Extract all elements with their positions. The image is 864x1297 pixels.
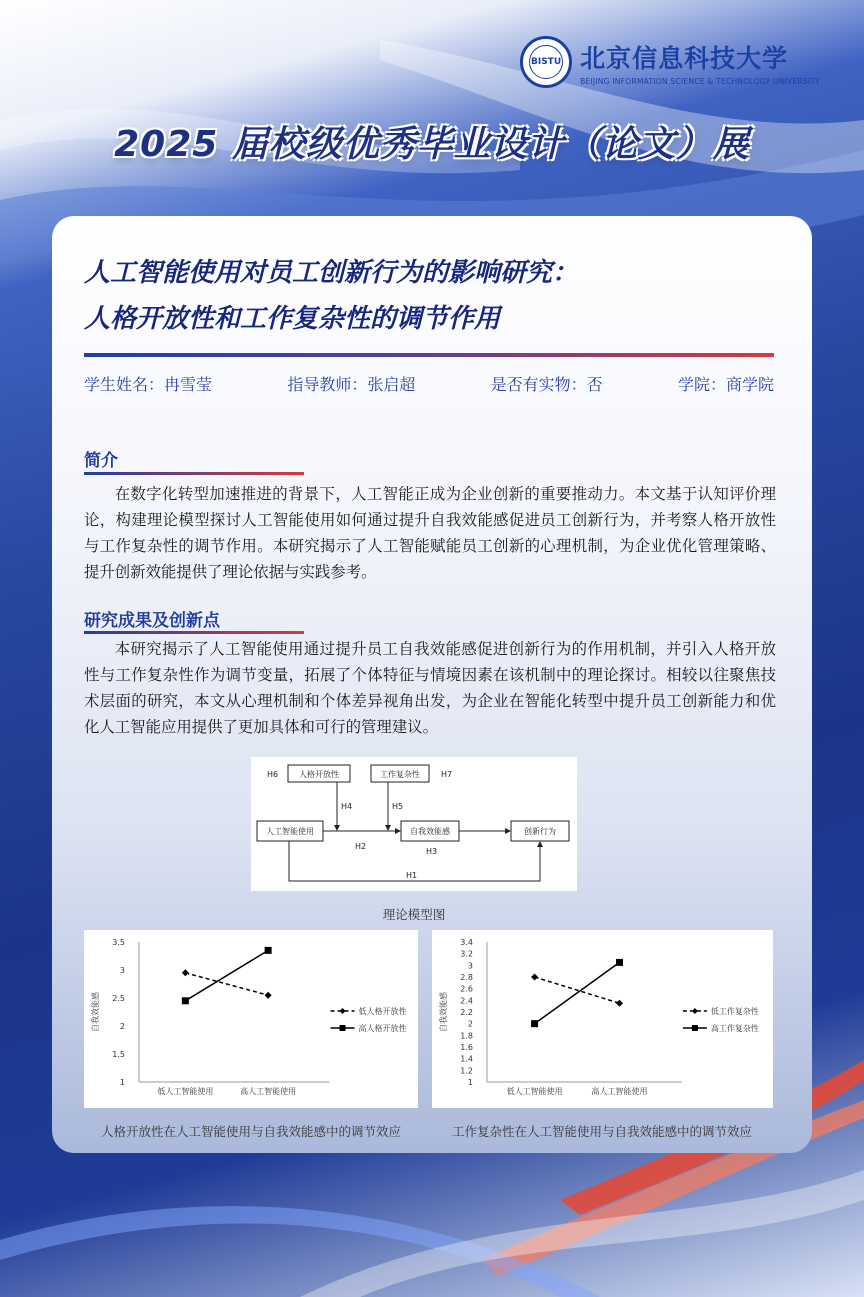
label-h2: H2 [355,842,367,851]
university-name-en: BEIJING INFORMATION SCIENCE & TECHNOLOGY UNIVERSITY [580,76,820,86]
data-point [182,969,189,976]
y-tick-label: 2 [119,1022,125,1031]
node-efficacy: 自我效能感 [410,827,450,836]
y-tick-label: 1.6 [460,1043,473,1052]
legend-marker [692,1025,698,1031]
legend-marker [340,1025,346,1031]
series-line-0 [535,977,620,1003]
y-tick-label: 2.5 [112,994,125,1003]
data-point [531,1020,538,1027]
y-tick-label: 1.4 [460,1054,473,1064]
y-tick-label: 2.4 [460,996,473,1006]
y-tick-label: 1 [467,1078,473,1087]
y-axis-label: 自我效能感 [91,992,100,1032]
node-ai-use: 人工智能使用 [266,827,314,836]
x-tick-label: 低人工智能使用 [157,1087,214,1096]
legend-marker [340,1008,346,1014]
y-tick-label: 2 [467,1019,473,1029]
node-innovation: 创新行为 [524,827,556,836]
theory-model-figure [251,757,577,891]
label-h6: H6 [267,770,279,779]
results-paragraph: 本研究揭示了人工智能使用通过提升员工自我效能感促进创新行为的作用机制，并引入人格开放性与工作复杂性作为调节变量，拓展了个体特征与情境因素在该机制中的理论探讨。相较以往聚焦技术层面的研究，本文从心理机制和个体差异视角出发，为企业在智能化转型中提升员工创新能力和优化人工智能应用提供了更加具体和可行的管理建议。 [84,640,776,736]
paper-title-line-1: 人工智能使用对员工创新行为的影响研究： [84,258,579,288]
x-tick-label: 高人工智能使用 [240,1087,297,1096]
label-h5: H5 [392,802,404,811]
label-h1: H1 [406,871,418,880]
chart-openness-svg [84,930,418,1108]
y-tick-label: 3 [467,961,473,971]
y-tick-label: 2.6 [460,984,473,994]
y-tick-label: 2.8 [460,973,473,982]
advisor-name: 指导教师：张启超 [287,375,416,394]
y-axis-label: 自我效能感 [439,992,448,1032]
data-point [616,1000,623,1007]
series-line-1 [185,950,268,1000]
title-divider [84,353,774,357]
exhibition-title: 2025 届校级优秀毕业设计（论文）展 [114,124,750,165]
label-h4: H4 [341,802,353,811]
theory-model-diagram [251,757,577,891]
x-tick-label: 高人工智能使用 [591,1087,648,1096]
university-seal-icon [520,36,572,88]
physical-object: 是否有实物：否 [490,375,603,394]
data-point [182,997,189,1004]
x-tick-label: 低人工智能使用 [506,1087,563,1096]
legend-label-0: 低人格开放性 [358,1007,407,1016]
results-heading: 研究成果及创新点 [84,611,220,631]
series-line-1 [535,962,620,1023]
paper-title-line-2: 人格开放性和工作复杂性的调节作用 [84,304,501,334]
y-tick-label: 1 [119,1078,125,1087]
model-caption: 理论模型图 [382,907,446,922]
label-h3: H3 [426,847,438,856]
intro-heading-rule [84,472,304,475]
university-name-cn: 北京信息科技大学 [580,43,789,73]
chart-openness-caption: 人格开放性在人工智能使用与自我效能感中的调节效应 [100,1124,401,1139]
data-point [531,974,538,981]
data-point [265,947,272,954]
legend-marker [692,1008,698,1014]
y-tick-label: 3.5 [112,938,125,947]
y-tick-label: 2.2 [460,1008,473,1017]
chart-complexity [432,930,773,1108]
chart-openness [84,930,418,1108]
university-name-block [580,39,820,86]
node-complexity: 工作复杂性 [380,770,420,779]
legend-label-0: 低工作复杂性 [710,1007,759,1016]
y-tick-label: 3.4 [460,938,473,947]
y-tick-label: 3.2 [460,949,473,959]
student-name: 学生姓名：冉雪莹 [84,375,213,394]
y-tick-label: 3 [119,966,125,975]
y-tick-label: 1.5 [112,1050,125,1059]
chart-complexity-caption: 工作复杂性在人工智能使用与自我效能感中的调节效应 [451,1124,752,1139]
legend-label-1: 高工作复杂性 [710,1024,759,1033]
college-name: 学院：商学院 [677,375,774,394]
meta-row [84,372,774,395]
legend-label-1: 高人格开放性 [358,1024,407,1033]
data-point [616,959,623,966]
node-openness: 人格开放性 [299,770,339,779]
seal-text: BISTU [529,45,563,79]
intro-heading: 简介 [84,451,118,471]
data-point [265,992,272,999]
paper-title [84,250,784,342]
university-logo [520,36,820,88]
y-tick-label: 1.8 [460,1031,473,1041]
results-heading-rule [84,631,304,634]
content-card [52,216,812,1153]
chart-complexity-svg [432,930,773,1108]
intro-paragraph: 在数字化转型加速推进的背景下，人工智能正成为企业创新的重要推动力。本文基于认知评价理论，构建理论模型探讨人工智能使用如何通过提升自我效能感促进员工创新行为，并考察人格开放性与工作复杂性的调节作用。本研究揭示了人工智能赋能员工创新的心理机制，为企业优化管理策略、提升创新效能提供了理论依据与实践参考。 [84,485,776,581]
y-tick-label: 1.2 [460,1066,473,1076]
label-h7: H7 [441,770,453,779]
